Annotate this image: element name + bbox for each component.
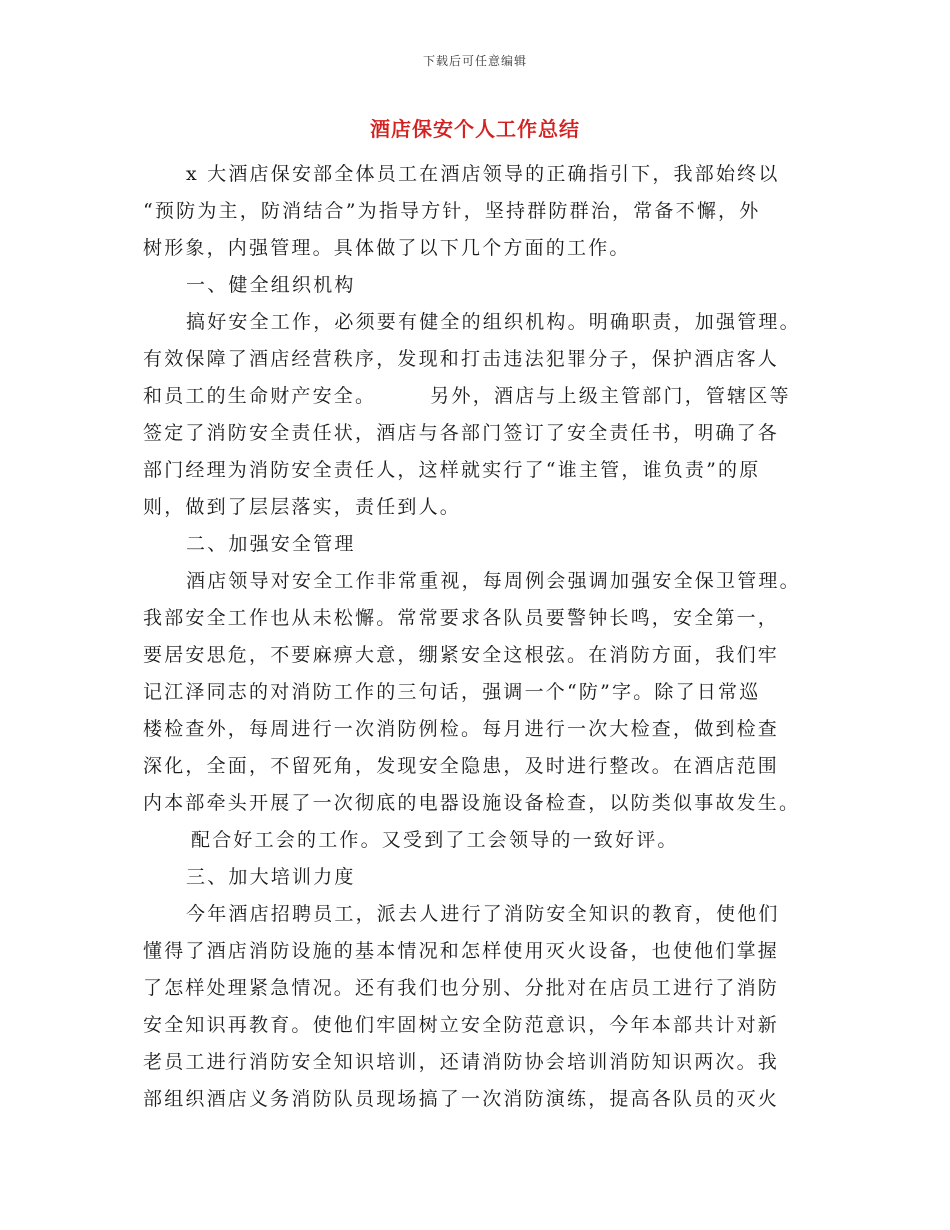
- paragraph-line: 我部安全工作也从未松懈。常常要求各队员要警钟长鸣，安全第一，: [143, 607, 780, 629]
- paragraph-line: 内本部牵头开展了一次彻底的电器设施设备检查，以防类似事故发生。: [143, 792, 801, 814]
- paragraph-line: 懂得了酒店消防设施的基本情况和怎样使用灭火设备，也使他们掌握: [143, 940, 780, 962]
- paragraph-line: 要居安思危，不要麻痹大意，绷紧安全这根弦。在消防方面，我们牢: [143, 644, 780, 666]
- paragraph-line: 树形象，内强管理。具体做了以下几个方面的工作。: [143, 237, 631, 259]
- paragraph-line: 部门经理为消防安全责任人，这样就实行了“谁主管，谁负责”的原: [143, 459, 761, 481]
- document-body: [143, 156, 813, 1118]
- paragraph-line: 有效保障了酒店经营秩序，发现和打击违法犯罪分子，保护酒店客人: [143, 348, 780, 370]
- document-title: 酒店保安个人工作总结: [370, 117, 580, 141]
- paragraph-line: 签定了消防安全责任状，酒店与各部门签订了安全责任书，明确了各: [143, 422, 780, 444]
- paragraph-line: 部组织酒店义务消防队员现场搞了一次消防演练，提高各队员的灭火: [143, 1088, 780, 1110]
- section-heading: 二、加强安全管理: [186, 533, 356, 555]
- paragraph-line: 则，做到了层层落实，责任到人。: [143, 496, 462, 518]
- paragraph-line: 楼检查外，每周进行一次消防例检。每月进行一次大检查，做到检查: [143, 718, 780, 740]
- paragraph-line: 和员工的生命财产安全。 另外，酒店与上级主管部门，管辖区等: [143, 385, 791, 407]
- section-heading: 一、健全组织机构: [186, 274, 356, 296]
- header-note: 下载后可任意编辑: [422, 54, 527, 68]
- paragraph-line: 酒店领导对安全工作非常重视，每周例会强调加强安全保卫管理。: [186, 570, 801, 592]
- section-heading: 三、加大培训力度: [186, 866, 356, 888]
- paragraph-line: “预防为主，防消结合”为指导方针，坚持群防群治，常备不懈，外: [143, 200, 761, 222]
- paragraph-line: 记江泽同志的对消防工作的三句话，强调一个“防”字。除了日常巡: [143, 681, 761, 703]
- paragraph-line: 搞好安全工作，必须要有健全的组织机构。明确职责，加强管理。: [186, 311, 801, 333]
- paragraph-line: 了怎样处理紧急情况。还有我们也分别、分批对在店员工进行了消防: [143, 977, 780, 999]
- paragraph-line: 今年酒店招聘员工，派去人进行了消防安全知识的教育，使他们: [186, 903, 780, 925]
- paragraph-line: 深化，全面，不留死角，发现安全隐患，及时进行整改。在酒店范围: [143, 755, 780, 777]
- paragraph-line: 老员工进行消防安全知识培训，还请消防协会培训消防知识两次。我: [143, 1051, 780, 1073]
- paragraph-line: x 大酒店保安部全体员工在酒店领导的正确指引下，我部始终以: [186, 163, 780, 185]
- paragraph-line: 配合好工会的工作。又受到了工会领导的一致好评。: [191, 829, 679, 851]
- paragraph-line: 安全知识再教育。使他们牢固树立安全防范意识，今年本部共计对新: [143, 1014, 780, 1036]
